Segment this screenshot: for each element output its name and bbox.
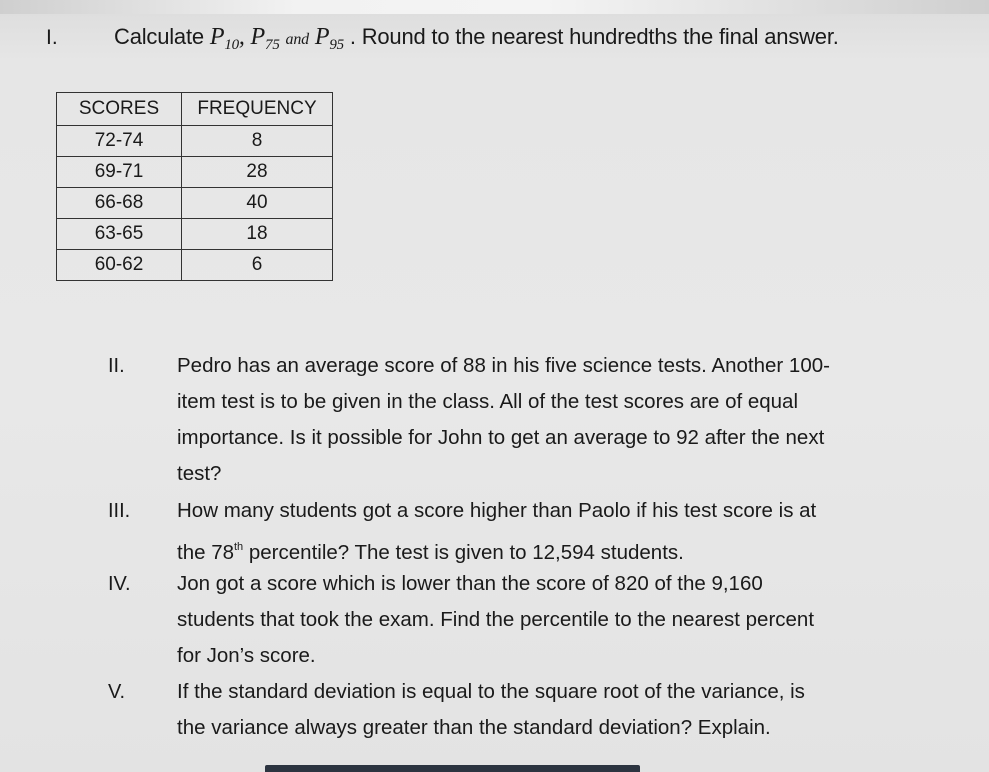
table-row <box>57 188 333 219</box>
problem-3-text <box>177 493 967 571</box>
problem-1-number: I. <box>46 26 58 49</box>
problem-4-line: Jon got a score which is lower than the score of 820 of the 9,160 <box>177 572 763 595</box>
problem-2-text <box>177 348 967 492</box>
problem-2-number: II. <box>108 355 125 377</box>
problem-3-line: How many students got a score higher than Paolo if his test score is at <box>177 499 817 522</box>
frequency-cell: 6 <box>182 250 333 281</box>
table-row <box>57 250 333 281</box>
p95-symbol: $P_{95}$ <box>314 24 344 53</box>
problem-2-line: item test is to be given in the class. All of the test scores are of equal <box>177 390 799 413</box>
p10-symbol: $P_{10}$ <box>209 24 239 53</box>
table-row <box>57 219 333 250</box>
table-row <box>57 157 333 188</box>
frequency-cell: 40 <box>182 188 333 219</box>
frequency-cell: 28 <box>182 157 333 188</box>
problem-5-number: V. <box>108 681 126 703</box>
problem-1-text <box>114 24 839 54</box>
problem-1-tail: . Round to the nearest hundredths the final answer. <box>343 24 839 49</box>
frequency-table <box>56 92 333 281</box>
p75-symbol: $P_{75}$ <box>250 24 280 53</box>
problem-2-line: importance. Is it possible for John to get an average to 92 after the next <box>177 426 825 449</box>
problem-4-text <box>177 566 967 674</box>
frequency-cell: 8 <box>182 126 333 157</box>
score-cell: 66-68 <box>57 188 182 219</box>
problem-1-lead: Calculate <box>114 24 210 49</box>
problem-2-line: test? <box>177 462 222 485</box>
problem-2-line: Pedro has an average score of 88 in his five science tests. Another 100- <box>177 354 830 377</box>
problem-5-text <box>177 674 967 746</box>
score-cell: 60-62 <box>57 250 182 281</box>
comma: , <box>238 24 245 50</box>
frequency-cell: 18 <box>182 219 333 250</box>
ordinal-suffix: th <box>234 541 244 553</box>
problem-5-line: If the standard deviation is equal to the square root of the variance, is <box>177 680 805 703</box>
problem-3-number: III. <box>108 500 131 522</box>
header-frequency: FREQUENCY <box>182 93 333 126</box>
bottom-dark-bar <box>265 765 640 772</box>
score-cell: 69-71 <box>57 157 182 188</box>
top-glare-strip <box>0 0 989 14</box>
score-cell: 63-65 <box>57 219 182 250</box>
problem-4-number: IV. <box>108 573 131 595</box>
and-word: and <box>285 31 309 48</box>
problem-5-line: the variance always greater than the standard deviation? Explain. <box>177 716 771 739</box>
table-row <box>57 126 333 157</box>
table-header-row <box>57 93 333 126</box>
problem-4-line: for Jon’s score. <box>177 644 316 667</box>
score-cell: 72-74 <box>57 126 182 157</box>
header-scores: SCORES <box>57 93 182 126</box>
problem-3-line: the 78th percentile? The test is given to 12,594 students. <box>177 541 684 564</box>
problem-4-line: students that took the exam. Find the percentile to the nearest percent <box>177 608 815 631</box>
